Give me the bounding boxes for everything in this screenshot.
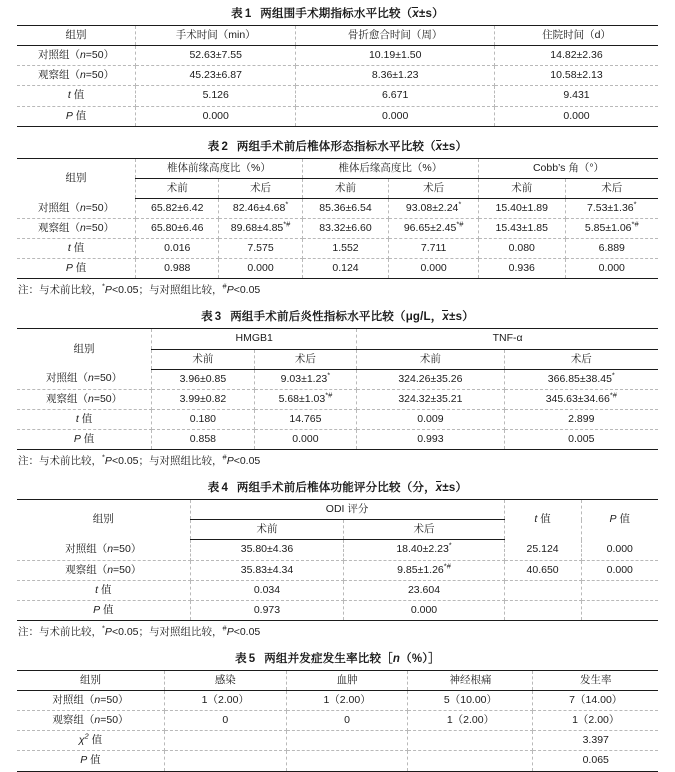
table-5-block — [0, 645, 675, 772]
table-row — [17, 259, 658, 279]
row-label: 观察组（n=50） — [17, 219, 136, 239]
cell-value: 9.85±1.26*# — [344, 560, 504, 580]
row-label: 对照组（n=50） — [17, 540, 190, 560]
cell-value: 6.671 — [296, 86, 495, 106]
cell-value: 40.650 — [504, 560, 581, 580]
table-row — [17, 239, 658, 259]
cell-value: 6.889 — [565, 239, 658, 259]
cell-value: 3.397 — [533, 731, 658, 751]
cell-value: 0.993 — [357, 430, 504, 450]
col-header-hematoma: 血肿 — [286, 670, 408, 690]
table-row — [17, 86, 658, 106]
table-row — [17, 580, 658, 600]
cell-value: 65.80±6.46 — [136, 219, 219, 239]
table-2-number: 2 — [221, 140, 229, 153]
table-3-title-main: 两组手术前后炎性指标水平比较（μg/L， — [230, 311, 443, 324]
cell-value: 0.034 — [190, 580, 344, 600]
cell-value: 18.40±2.23* — [344, 540, 504, 560]
cell-value: 14.82±2.36 — [495, 46, 658, 66]
table-row — [17, 691, 658, 711]
table-row — [17, 219, 658, 239]
subheader-post: 术后 — [344, 520, 504, 540]
table-1-title — [17, 0, 658, 25]
subheader-post: 术后 — [219, 178, 302, 198]
subheader-pre: 术前 — [479, 178, 566, 198]
col-header-healtime: 骨折愈合时间（周） — [296, 26, 495, 46]
row-label: 观察组（n=50） — [17, 389, 152, 409]
table-4 — [17, 499, 658, 621]
cell-value: 5（10.00） — [408, 691, 533, 711]
cell-value: 3.96±0.85 — [152, 369, 255, 389]
table-5-number: 5 — [248, 652, 256, 665]
cell-value: 0.009 — [357, 409, 504, 429]
cell-value: 0.000 — [389, 259, 479, 279]
table-5-label: 表 — [235, 652, 247, 665]
table-4-label: 表 — [207, 482, 220, 495]
cell-value: 15.40±1.89 — [479, 198, 566, 218]
subheader-pre: 术前 — [190, 520, 344, 540]
cell-value: 2.899 — [504, 409, 658, 429]
table-4-number: 4 — [221, 482, 229, 495]
table-1-title-tail: ±s） — [419, 8, 444, 20]
cell-value: 35.83±4.34 — [190, 560, 344, 580]
row-label: 观察组（n=50） — [17, 66, 136, 86]
table-5-title-main: 两组并发症发生率比较［n（%）］ — [264, 652, 440, 665]
table-row — [17, 198, 658, 218]
col-header-group: 组别 — [17, 26, 136, 46]
x-bar-symbol: x — [442, 311, 450, 324]
table-1-number: 1 — [244, 8, 252, 20]
table-row — [17, 369, 658, 389]
table-4-title — [17, 474, 658, 499]
cell-value: 0.000 — [219, 259, 302, 279]
cell-value: 324.26±35.26 — [357, 369, 504, 389]
table-row — [17, 430, 658, 450]
cell-value: 0.000 — [296, 106, 495, 126]
cell-value: 10.19±1.50 — [296, 46, 495, 66]
col-header-t: t 值 — [504, 500, 581, 540]
table-2-title-main: 两组手术前后椎体形态指标水平比较（ — [236, 140, 436, 153]
cell-value: 9.03±1.23* — [254, 369, 357, 389]
cell-value — [286, 751, 408, 771]
row-label: 对照组（n=50） — [17, 198, 136, 218]
cell-value: 0 — [286, 711, 408, 731]
cell-value: 14.765 — [254, 409, 357, 429]
x-bar-symbol: x — [435, 482, 443, 495]
row-label: P 值 — [17, 600, 190, 620]
cell-value: 0.124 — [302, 259, 389, 279]
cell-value: 35.80±4.36 — [190, 540, 344, 560]
row-label: t 值 — [17, 409, 152, 429]
table-row — [17, 711, 658, 731]
table-3-number: 3 — [214, 311, 222, 324]
row-label: 对照组（n=50） — [17, 691, 164, 711]
cell-value — [408, 751, 533, 771]
table-3 — [17, 328, 658, 450]
row-label: P 值 — [17, 430, 152, 450]
cell-value — [504, 580, 581, 600]
table-1 — [17, 25, 658, 127]
cell-value: 0.005 — [504, 430, 658, 450]
group-header-hmgb1: HMGB1 — [152, 329, 357, 349]
subheader-pre: 术前 — [357, 349, 504, 369]
subheader-post: 术后 — [389, 178, 479, 198]
col-header-hospstay: 住院时间（d） — [495, 26, 658, 46]
table-2-note: 注：与术前比较，*P<0.05；与对照组比较，#P<0.05 — [18, 281, 261, 297]
cell-value: 1（2.00） — [164, 691, 286, 711]
cell-value: 0.000 — [136, 106, 296, 126]
table-row — [17, 600, 658, 620]
table-1-title-main: 两组围手术期指标水平比较（ — [260, 8, 413, 20]
group-header-anterior: 椎体前缘高度比（%） — [136, 158, 303, 178]
subheader-pre: 术前 — [302, 178, 389, 198]
row-label: 对照组（n=50） — [17, 369, 152, 389]
cell-value: 1（2.00） — [533, 711, 658, 731]
table-3-note: 注：与术前比较，*P<0.05；与对照组比较，#P<0.05 — [18, 452, 261, 468]
cell-value: 0.973 — [190, 600, 344, 620]
x-bar-symbol: x — [435, 140, 443, 153]
cell-value: 0.016 — [136, 239, 219, 259]
table-5-title — [17, 645, 658, 670]
cell-value: 8.36±1.23 — [296, 66, 495, 86]
table-2-block — [0, 133, 675, 298]
row-label: 观察组（n=50） — [17, 560, 190, 580]
cell-value: 89.68±4.85*# — [219, 219, 302, 239]
table-row-group-header — [17, 329, 658, 349]
table-row — [17, 106, 658, 126]
cell-value: 3.99±0.82 — [152, 389, 255, 409]
row-label: t 值 — [17, 239, 136, 259]
cell-value: 25.124 — [504, 540, 581, 560]
cell-value: 7.711 — [389, 239, 479, 259]
cell-value: 0.858 — [152, 430, 255, 450]
table-3-title-tail: ±s） — [449, 311, 474, 324]
cell-value: 52.63±7.55 — [136, 46, 296, 66]
cell-value: 93.08±2.24* — [389, 198, 479, 218]
table-4-title-tail: ±s） — [442, 482, 468, 495]
table-row — [17, 751, 658, 771]
table-3-block — [0, 303, 675, 468]
cell-value: 366.85±38.45* — [504, 369, 658, 389]
cell-value: 83.32±6.60 — [302, 219, 389, 239]
group-header-tnfa: TNF-α — [357, 329, 658, 349]
cell-value: 23.604 — [344, 580, 504, 600]
group-header-posterior: 椎体后缘高度比（%） — [302, 158, 478, 178]
table-1-label: 表 — [231, 8, 243, 20]
cell-value: 0.000 — [581, 540, 658, 560]
cell-value: 0.936 — [479, 259, 566, 279]
table-row — [17, 389, 658, 409]
table-3-label: 表 — [201, 311, 213, 324]
cell-value: 65.82±6.42 — [136, 198, 219, 218]
col-header-infection: 感染 — [164, 670, 286, 690]
cell-value: 7.575 — [219, 239, 302, 259]
row-label: 观察组（n=50） — [17, 711, 164, 731]
cell-value: 0.000 — [581, 560, 658, 580]
cell-value: 82.46±4.68* — [219, 198, 302, 218]
cell-value: 96.65±2.45*# — [389, 219, 479, 239]
table-row-group-header — [17, 158, 658, 178]
x-bar-symbol: x — [412, 8, 419, 20]
subheader-post: 术后 — [254, 349, 357, 369]
cell-value: 0.988 — [136, 259, 219, 279]
cell-value — [164, 751, 286, 771]
cell-value: 324.32±35.21 — [357, 389, 504, 409]
cell-value: 1（2.00） — [408, 711, 533, 731]
cell-value: 345.63±34.66*# — [504, 389, 658, 409]
cell-value: 1.552 — [302, 239, 389, 259]
subheader-pre: 术前 — [152, 349, 255, 369]
cell-value: 0.000 — [344, 600, 504, 620]
table-5 — [17, 670, 658, 772]
cell-value: 7（14.00） — [533, 691, 658, 711]
subheader-pre: 术前 — [136, 178, 219, 198]
col-header-radiculalgia: 神经根痛 — [408, 670, 533, 690]
subheader-post: 术后 — [565, 178, 658, 198]
table-row-header — [17, 670, 658, 690]
col-header-incidence: 发生率 — [533, 670, 658, 690]
table-1-block — [0, 0, 675, 127]
table-row — [17, 560, 658, 580]
col-header-group: 组别 — [17, 670, 164, 690]
cell-value: 0.065 — [533, 751, 658, 771]
table-2-title-tail: ±s） — [442, 140, 468, 153]
cell-value: 0.000 — [254, 430, 357, 450]
cell-value: 5.126 — [136, 86, 296, 106]
cell-value — [581, 580, 658, 600]
table-row — [17, 540, 658, 560]
table-row-group-header — [17, 500, 658, 520]
row-label: t 值 — [17, 86, 136, 106]
table-row — [17, 409, 658, 429]
col-header-group: 组别 — [17, 329, 152, 369]
cell-value: 45.23±6.87 — [136, 66, 296, 86]
cell-value: 0.000 — [565, 259, 658, 279]
col-header-optime: 手术时间（min） — [136, 26, 296, 46]
row-label: $\chi^2$ 值 — [17, 731, 164, 751]
table-row-header — [17, 26, 658, 46]
group-header-cobb: Cobb’s 角（°） — [479, 158, 659, 178]
cell-value: 0.000 — [495, 106, 658, 126]
group-header-odi: ODI 评分 — [190, 500, 504, 520]
cell-value: 5.85±1.06*# — [565, 219, 658, 239]
cell-value: 85.36±6.54 — [302, 198, 389, 218]
cell-value: 0.080 — [479, 239, 566, 259]
cell-value: 5.68±1.03*# — [254, 389, 357, 409]
cell-value: 10.58±2.13 — [495, 66, 658, 86]
table-2 — [17, 158, 658, 280]
cell-value: 0 — [164, 711, 286, 731]
col-header-p: P 值 — [581, 500, 658, 540]
cell-value — [504, 600, 581, 620]
table-3-title — [17, 303, 658, 328]
subheader-post: 术后 — [504, 349, 658, 369]
col-header-group: 组别 — [17, 158, 136, 198]
table-row — [17, 66, 658, 86]
row-label: 对照组（n=50） — [17, 46, 136, 66]
cell-value: 1（2.00） — [286, 691, 408, 711]
row-label: P 值 — [17, 259, 136, 279]
cell-value: 0.180 — [152, 409, 255, 429]
row-label: t 值 — [17, 580, 190, 600]
cell-value: 15.43±1.85 — [479, 219, 566, 239]
row-label: P 值 — [17, 106, 136, 126]
table-4-note: 注：与术前比较，*P<0.05；与对照组比较，#P<0.05 — [18, 623, 261, 638]
table-4-title-main: 两组手术前后椎体功能评分比较（分， — [236, 482, 436, 495]
table-2-label: 表 — [207, 140, 220, 153]
table-row — [17, 46, 658, 66]
table-4-block — [0, 474, 675, 639]
row-label: P 值 — [17, 751, 164, 771]
cell-value — [581, 600, 658, 620]
cell-value: 7.53±1.36* — [565, 198, 658, 218]
table-2-title — [17, 133, 658, 158]
col-header-group: 组别 — [17, 500, 190, 540]
cell-value: 9.431 — [495, 86, 658, 106]
